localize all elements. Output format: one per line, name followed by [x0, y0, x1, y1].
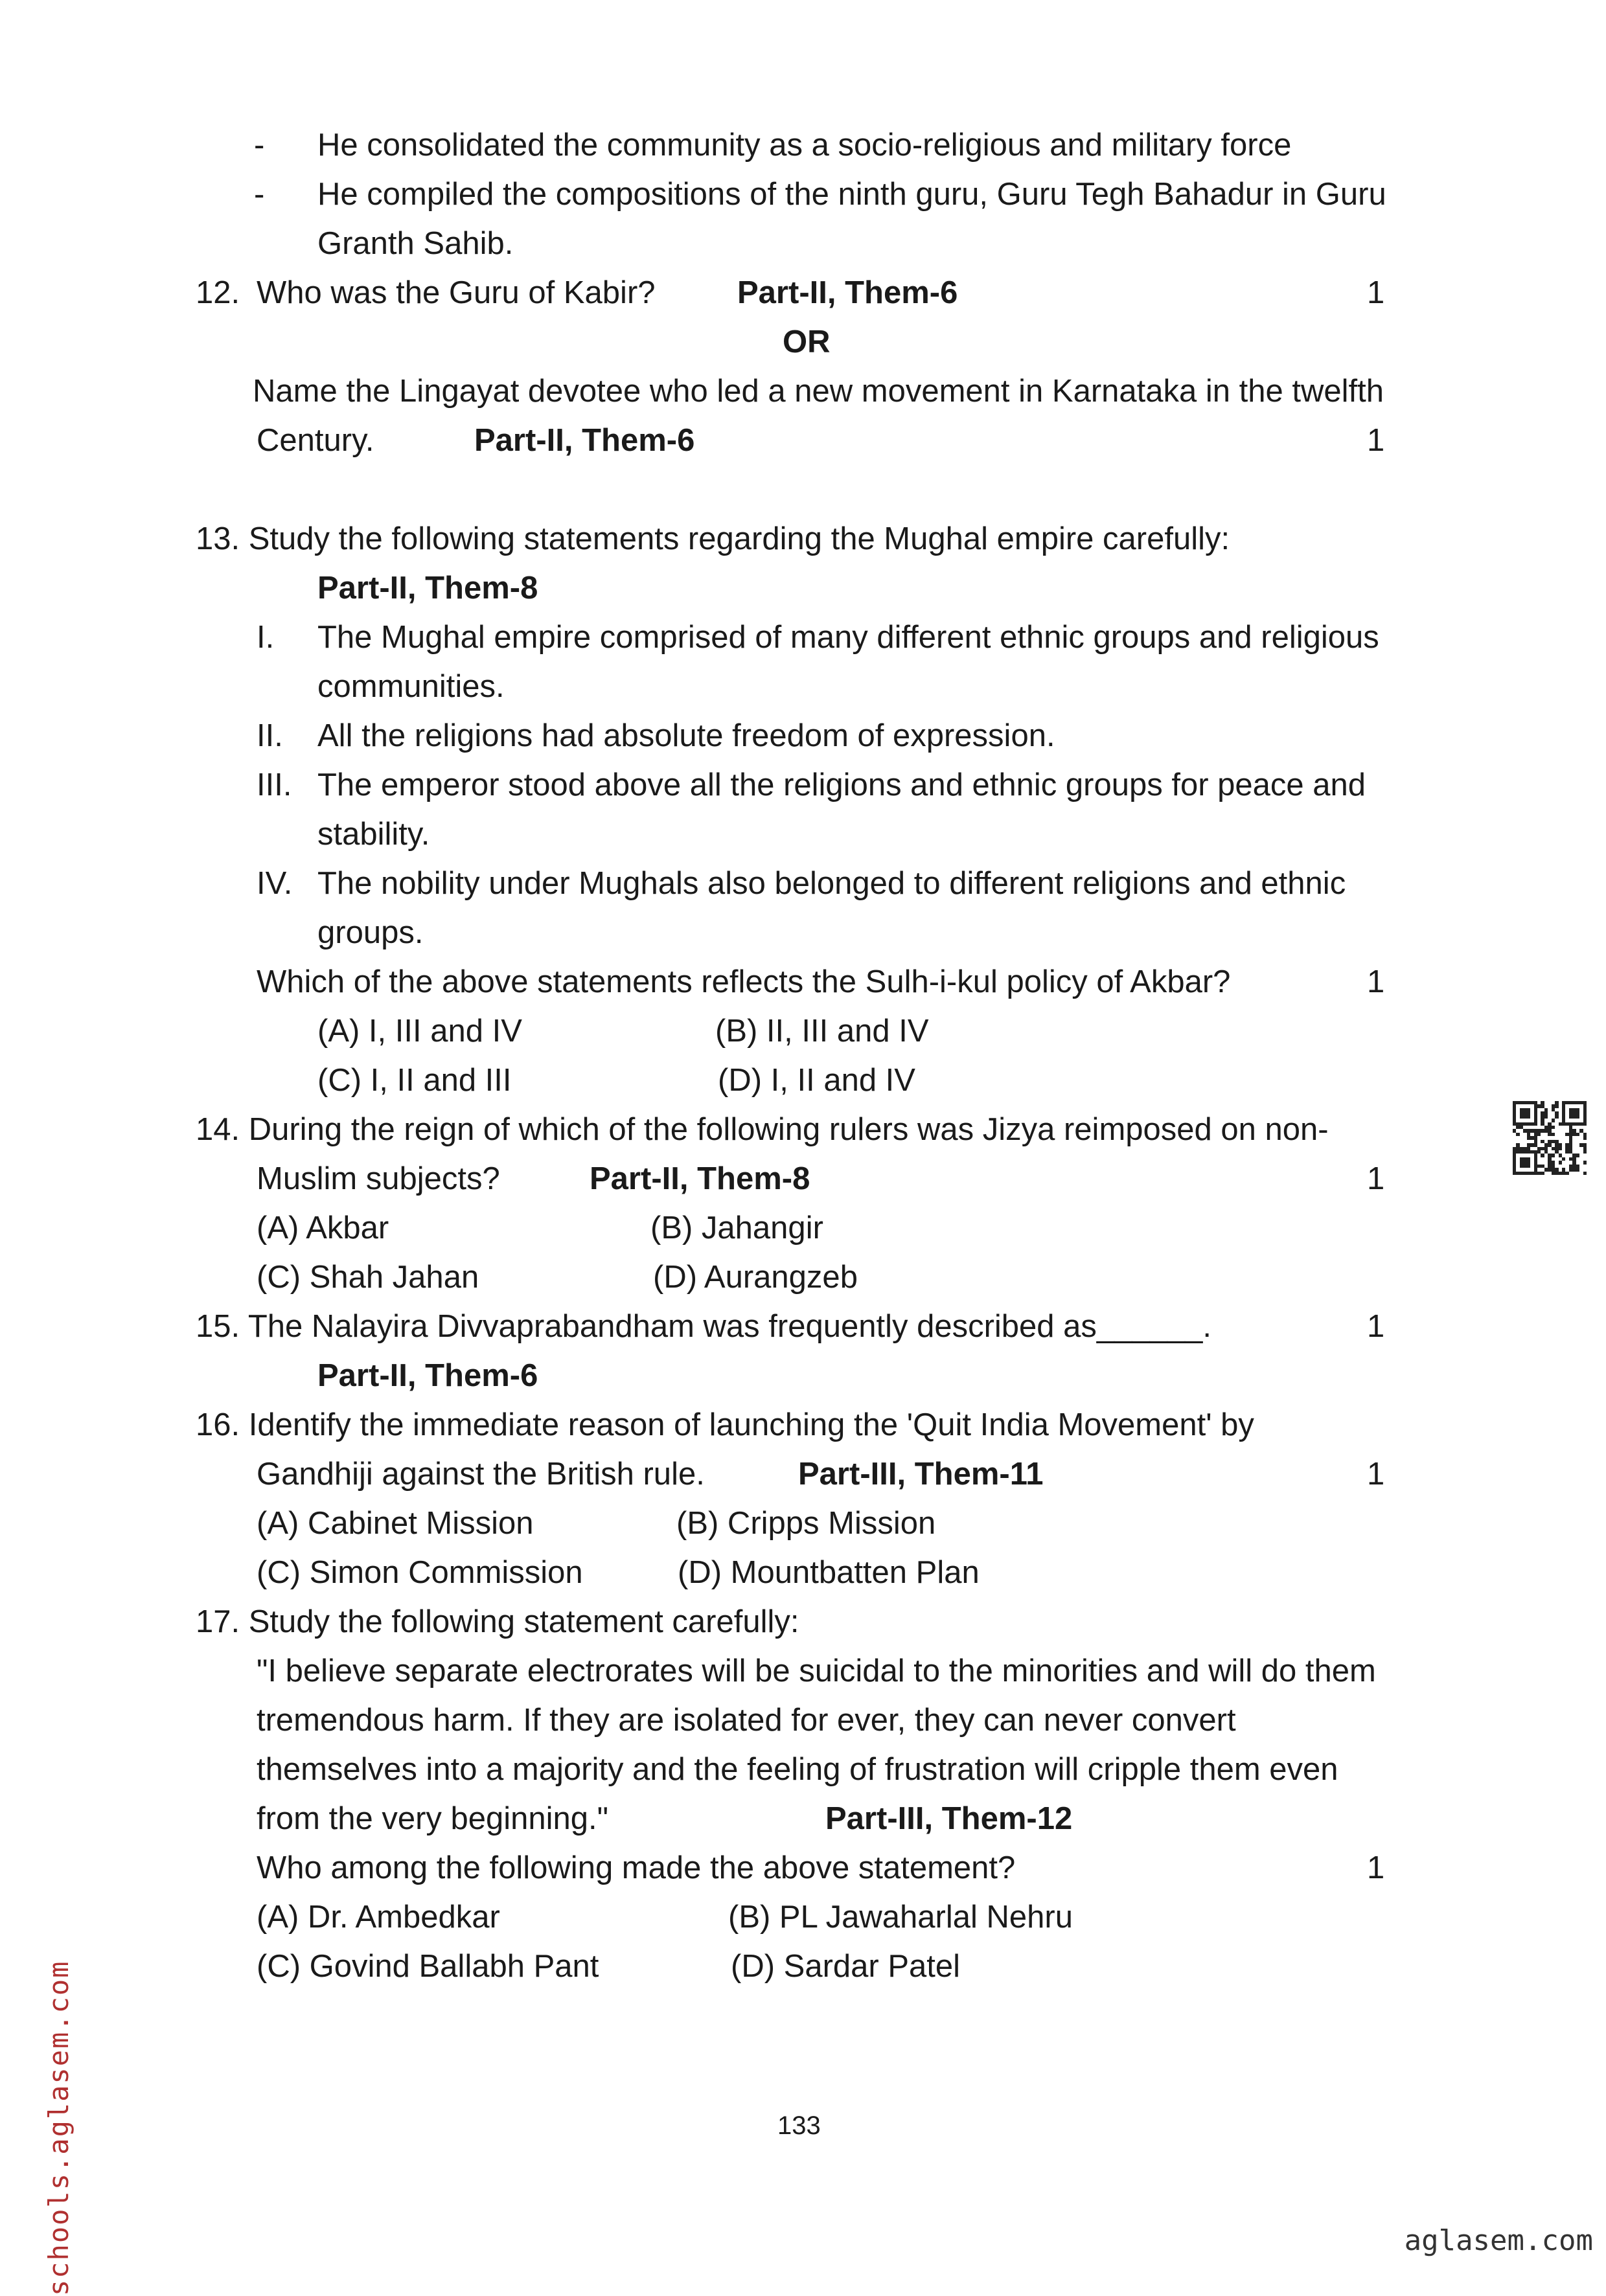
option-b: (B) II, III and IV	[715, 1014, 929, 1049]
bullet-text: He compiled the compositions of the ninth guru, Guru Tegh Bahadur in Guru	[317, 177, 1386, 212]
question-text: Who was the Guru of Kabir?	[257, 275, 656, 310]
part-theme-ref: Part-III, Them-11	[798, 1457, 1044, 1492]
question-text: Gandhiji against the British rule.	[257, 1457, 705, 1492]
statement-text: The nobility under Mughals also belonged to different religions and ethnic	[317, 866, 1346, 901]
marks: 1	[1367, 1457, 1385, 1492]
watermark-vertical: schools.aglasem.com	[43, 1960, 75, 2296]
question-text: 15. The Nalayira Divvaprabandham was frequently described as______.	[196, 1309, 1212, 1344]
bullet-text-justified	[317, 179, 1412, 210]
statement-number: III.	[257, 767, 292, 802]
question-number: 12.	[196, 275, 240, 310]
question-stem: 13. Study the following statements regarding the Mughal empire carefully:	[196, 521, 1230, 556]
question-text: 16. Identify the immediate reason of launching the 'Quit India Movement' by	[196, 1407, 1254, 1442]
option-c: (C) I, II and III	[317, 1063, 512, 1098]
option-d: (D) Mountbatten Plan	[678, 1555, 980, 1590]
option-d: (D) I, II and IV	[718, 1063, 915, 1098]
statement-line	[317, 622, 1412, 654]
or-separator: OR	[783, 324, 831, 359]
statement-number: II.	[257, 718, 283, 753]
part-theme-ref: Part-II, Them-8	[317, 571, 538, 606]
part-theme-ref: Part-II, Them-8	[590, 1161, 810, 1196]
bullet-text-continued: Granth Sahib.	[317, 226, 514, 261]
option-d: (D) Sardar Patel	[731, 1949, 961, 1984]
option-b: (B) Cripps Mission	[676, 1506, 936, 1541]
marks: 1	[1367, 1850, 1385, 1885]
question-text: Century.	[257, 423, 374, 458]
quote-text: from the very beginning."	[257, 1801, 609, 1836]
statement-line	[317, 868, 1412, 900]
option-b: (B) PL Jawaharlal Nehru	[728, 1900, 1073, 1935]
option-b: (B) Jahangir	[650, 1211, 823, 1245]
qr-module	[1583, 1172, 1587, 1175]
watermark-corner: aglasem.com	[1404, 2224, 1593, 2257]
quote-line	[257, 1705, 1412, 1736]
marks: 1	[1367, 275, 1385, 310]
marks: 1	[1367, 964, 1385, 999]
question-line	[196, 1409, 1412, 1441]
quote-text: "I believe separate electrorates will be suicidal to the minorities and will do them	[257, 1654, 1376, 1688]
statement-text: communities.	[317, 669, 505, 704]
marks: 1	[1367, 1309, 1385, 1344]
option-a: (A) Cabinet Mission	[257, 1506, 534, 1541]
statement-number: IV.	[257, 866, 293, 901]
quote-line	[257, 1754, 1412, 1786]
statement-number: I.	[257, 620, 275, 655]
question-stem: 17. Study the following statement carefully:	[196, 1604, 799, 1639]
bullet-text: He consolidated the community as a socio-religious and military force	[317, 128, 1292, 163]
statement-line	[317, 769, 1412, 801]
quote-text: tremendous harm. If they are isolated for ever, they can never convert	[257, 1703, 1236, 1738]
statement-text: The emperor stood above all the religions and ethnic groups for peace and	[317, 767, 1366, 802]
question-text: Muslim subjects?	[257, 1161, 500, 1196]
option-a: (A) Akbar	[257, 1211, 389, 1245]
part-theme-ref: Part-II, Them-6	[317, 1358, 538, 1393]
option-c: (C) Simon Commission	[257, 1555, 583, 1590]
option-c: (C) Shah Jahan	[257, 1260, 479, 1295]
option-a: (A) I, III and IV	[317, 1014, 522, 1049]
question-text: Name the Lingayat devotee who led a new movement in Karnataka in the twelfth	[253, 374, 1384, 409]
qr-code-icon	[1513, 1101, 1587, 1175]
question-text: Which of the above statements reflects the Sulh-i-kul policy of Akbar?	[257, 964, 1231, 999]
quote-text: themselves into a majority and the feeling of frustration will cripple them even	[257, 1752, 1338, 1787]
question-text: Who among the following made the above statement?	[257, 1850, 1016, 1885]
bullet-dash: -	[254, 128, 265, 163]
question-line	[196, 1114, 1412, 1146]
quote-line	[257, 1655, 1412, 1687]
option-c: (C) Govind Ballabh Pant	[257, 1949, 599, 1984]
option-d: (D) Aurangzeb	[653, 1260, 858, 1295]
statement-text: groups.	[317, 915, 424, 950]
part-theme-ref: Part-II, Them-6	[474, 423, 695, 458]
question-text: 14. During the reign of which of the following rulers was Jizya reimposed on non-	[196, 1112, 1329, 1147]
statement-text: stability.	[317, 817, 430, 852]
part-theme-ref: Part-II, Them-6	[737, 275, 958, 310]
marks: 1	[1367, 1161, 1385, 1196]
option-a: (A) Dr. Ambedkar	[257, 1900, 500, 1935]
marks: 1	[1367, 423, 1385, 458]
page-number: 133	[777, 2111, 821, 2140]
part-theme-ref: Part-III, Them-12	[825, 1801, 1073, 1836]
statement-text: The Mughal empire comprised of many different ethnic groups and religious	[317, 620, 1379, 655]
bullet-dash: -	[254, 177, 265, 212]
statement-text: All the religions had absolute freedom of expression.	[317, 718, 1055, 753]
